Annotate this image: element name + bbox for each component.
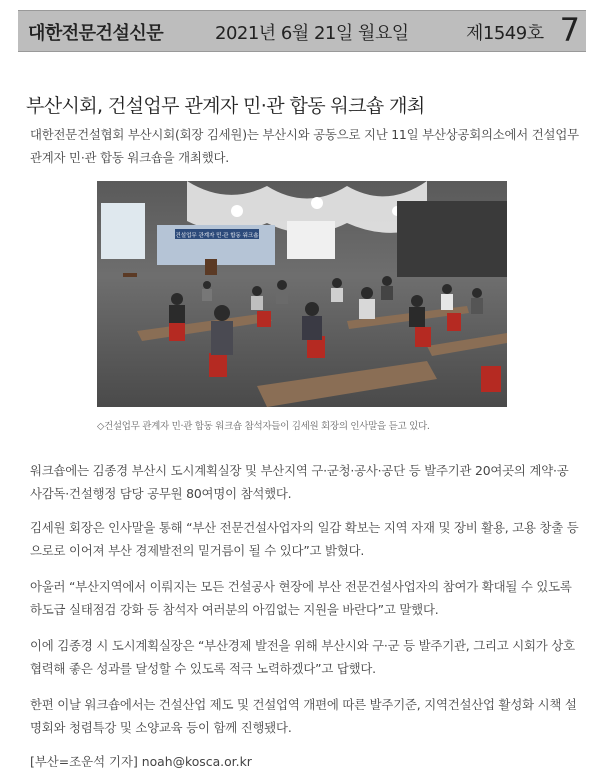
article-paragraph: 워크숍에는 김종경 부산시 도시계획실장 및 부산지역 구·군청·공사·공단 등 발주기관 20여곳의 계약·공사감독·건설행정 담당 공무원 80여명이 참석했다. bbox=[30, 463, 569, 501]
article-paragraph: 한편 이날 워크숍에서는 건설산업 제도 및 건설업역 개편에 따른 발주기준, 지역건설산업 활성화 시책 설명회와 청렴특강 및 소양교육 등이 함께 진행됐다. bbox=[30, 697, 577, 735]
article-paragraph: 이에 김종경 시 도시계획실장은 “부산경제 발전을 위해 부산시와 구·군 등 발주기관, 그리고 시회가 상호 협력해 좋은 성과를 달성할 수 있도록 적극 노력하겠다”고 답했다. bbox=[30, 638, 575, 676]
article-photo bbox=[97, 181, 507, 407]
masthead bbox=[18, 10, 586, 52]
article-paragraph: 아울러 “부산지역에서 이뤄지는 모든 건설공사 현장에 부산 전문건설사업자의 참여가 확대될 수 있도록 하도급 실태점검 강화 등 참석자 여러분의 아낌없는 지원을 바란다”고 말했다. bbox=[30, 579, 572, 617]
photo-caption: ◇건설업무 관계자 민·관 합동 워크숍 참석자들이 김세원 회장의 인사말을 듣고 있다. bbox=[97, 421, 430, 432]
article-byline: [부산=조운석 기자] noah@kosca.or.kr bbox=[30, 754, 252, 769]
conference-hall-illustration bbox=[97, 181, 507, 407]
issue-date: 2021년 6월 21일 월요일 bbox=[215, 23, 409, 44]
article-lead: 대한전문건설협회 부산시회(회장 김세원)는 부산시와 공동으로 지난 11일 부산상공회의소에서 건설업무 관계자 민·관 합동 워크숍을 개최했다. bbox=[30, 127, 579, 165]
issue-number: 제1549호 bbox=[466, 23, 544, 44]
banner-text: 건설업무 관계자 민·관 합동 워크숍 bbox=[175, 233, 259, 239]
newspaper-name: 대한전문건설신문 bbox=[28, 23, 164, 44]
article-paragraph: 김세원 회장은 인사말을 통해 “부산 전문건설사업자의 일감 확보는 지역 자재 및 장비 활용, 고용 창출 등으로로 이어져 부산 경제발전의 밑거름이 될 수 있다”고 밝혔다. bbox=[30, 520, 579, 558]
article-headline: 부산시회, 건설업무 관계자 민·관 합동 워크숍 개최 bbox=[26, 94, 425, 117]
page-number: 7 bbox=[559, 11, 580, 49]
